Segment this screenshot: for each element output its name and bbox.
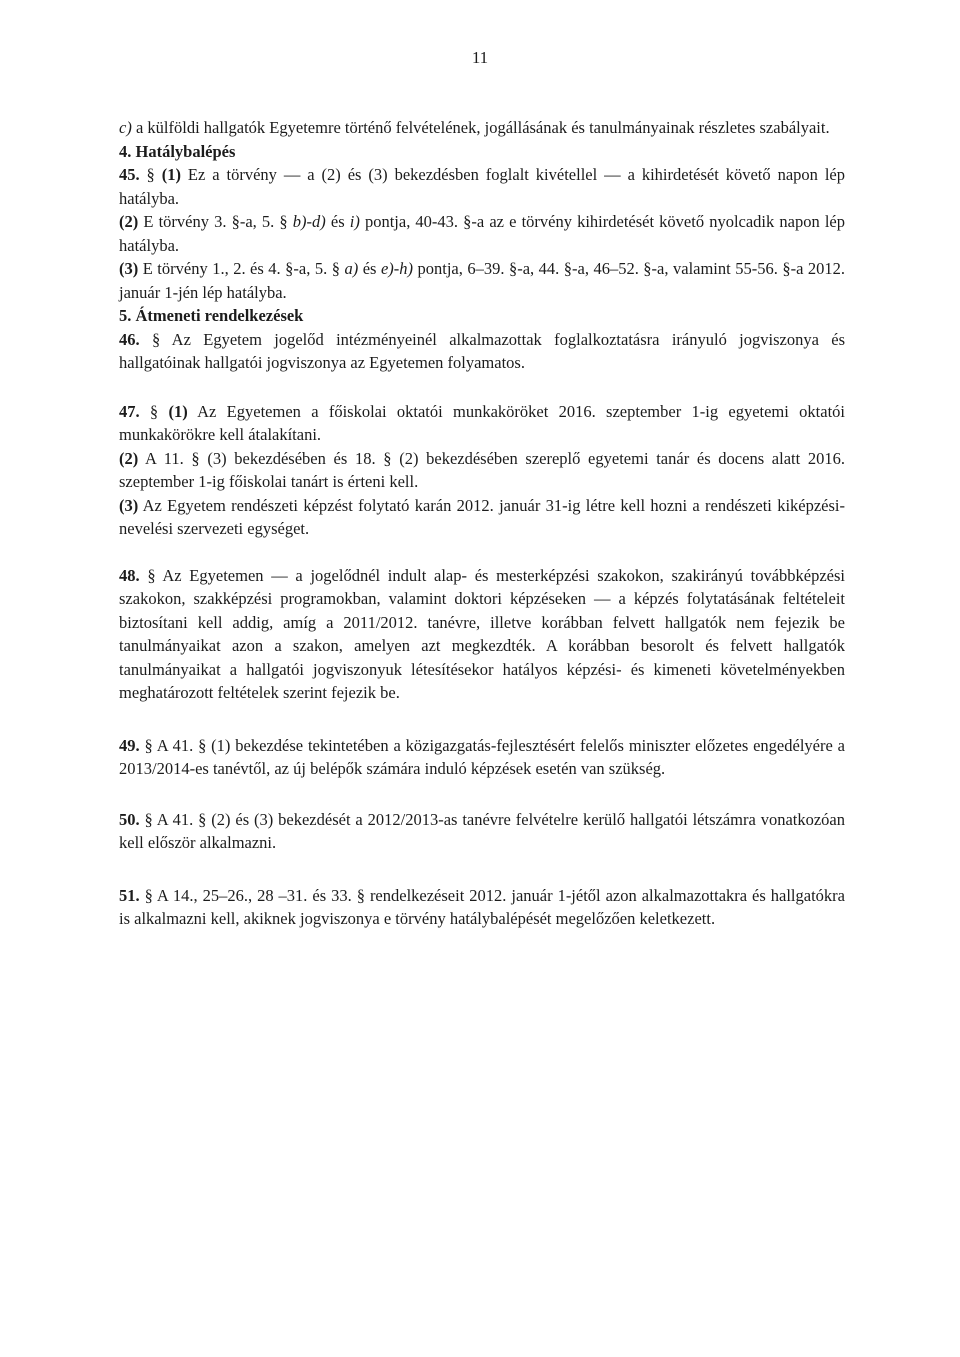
subsection-number: (3) [119,495,139,515]
paragraph-50 [119,808,845,855]
paragraph-text: § A 14., 25–26., 28 –31. és 33. § rendelkezéseit 2012. január 1-jétől azon alkalmazottakra és hallgatókra is alkalmazni kell, akiknek jogviszonya e törvény hatálybalépését megelőzően keletkezett. [119,885,845,928]
paragraph-47-2 [119,447,845,494]
paragraph-text: és [358,259,381,278]
paragraph-text: § A 41. § (1) bekezdése tekintetében a közigazgatás-fejlesztésért felelős miniszter előzetes engedélyére a 2013/2014-es tanévtől, az új belépők számára induló képzések esetén van szükség. [119,735,845,778]
subsection-number: (3) [119,259,139,278]
paragraph-47-1 [119,400,845,447]
section-number: 49. [119,735,140,755]
section-number: 50. [119,809,140,829]
point-reference: b)-d) [292,212,326,231]
section-number: 48. [119,565,140,585]
paragraph-text: a külföldi hallgatók Egyetemre történő felvételének, jogállásának és tanulmányainak részletes szabályait. [131,118,830,137]
section-heading-4: 4. Hatálybalépés [119,141,236,161]
paragraph-49 [119,734,845,781]
paragraph-text: pontja, 6–39. §-a, 44. §-a, 46–52. §-a, valamint 55-56. §-a 2012. január 1-jén lép hatályba. [119,259,846,302]
paragraph-text: és [325,212,350,231]
subsection-number: (1) [158,401,188,421]
paragraph-46 [119,328,845,375]
section-symbol: § [139,165,155,184]
paragraph-text: E törvény 1., 2. és 4. §-a, 5. § [138,259,345,278]
subsection-number: (1) [154,165,181,184]
paragraph-47-3 [119,494,845,541]
paragraph-text: § A 41. § (2) és (3) bekezdését a 2012/2013-as tanévre felvételre kerülő hallgatói létszámra vonatkozóan kell először alkalmazni. [119,809,845,852]
page-number: 11 [471,48,489,67]
paragraph-45-3 [119,257,845,304]
paragraph-text: Ez a törvény — a (2) és (3) bekezdésben foglalt kivétellel — a kihirdetését követő napon lép hatályba. [119,165,845,208]
paragraph-text: Az Egyetem rendészeti képzést folytató karán 2012. január 31-ig létre kell hozni a rendészeti kiképzési-nevelési szervezeti egységet. [119,495,845,538]
paragraph-51 [119,884,845,931]
paragraph-45-1 [119,163,845,210]
paragraph-45-2 [119,210,845,257]
paragraph-text: § Az Egyetemen — a jogelődnél indult alap- és mesterképzési szakokon, szakirányú továbbképzési szakokon, szakképzési programokban, valamint doktori képzéseken — a képzés folytatásának feltételeit biztosítani kell addig, amíg a 2011/2012. tanévre, illetve korábban felvett hallgatók nem fejezik be tanulmányaikat azon a szakon, amelyen azt megkezdték. A korábban besorolt és felvett hallgatók tanulmányaikat a hallgatói jogviszonyuk létesítésekor hatályos képzési- és kimeneti követelményekben meghatározott feltételek szerint fejezik be. [119,565,845,702]
point-reference: a) [344,259,359,278]
paragraph-text: E törvény 3. §-a, 5. § [138,212,293,231]
document-body [119,116,845,931]
section-number: 45. [119,165,140,184]
point-reference: e)-h) [380,259,413,278]
list-letter: c) [119,118,132,137]
paragraph-text: A 11. § (3) bekezdésében és 18. § (2) bekezdésében szereplő egyetemi tanár és docens alatt 2016. szeptember 1-ig főiskolai tanárt is érteni kell. [119,448,845,491]
paragraph-text: Az Egyetemen a főiskolai oktatói munkaköröket 2016. szeptember 1-ig egyetemi oktatói munkakörökre kell átalakítani. [119,401,845,444]
subsection-number: (2) [119,212,139,231]
section-number: 51. [119,885,140,905]
paragraph-48 [119,564,845,705]
paragraph-text: pontja, 40-43. §-a az e törvény kihirdetését követő nyolcadik napon lép hatályba. [119,212,845,255]
paragraph-text: § Az Egyetem jogelőd intézményeinél alkalmazottak foglalkoztatásra irányuló jogviszonya és hallgatóinak hallgatói jogviszonya az Egyetemen folyamatos. [119,329,845,372]
section-heading-5: 5. Átmeneti rendelkezések [119,306,304,325]
paragraph-intro-c [119,116,845,140]
section-symbol: § [139,401,159,421]
point-reference: i) [349,212,360,231]
section-number: 46. [119,329,140,349]
section-number: 47. [119,401,140,421]
subsection-number: (2) [119,448,139,468]
